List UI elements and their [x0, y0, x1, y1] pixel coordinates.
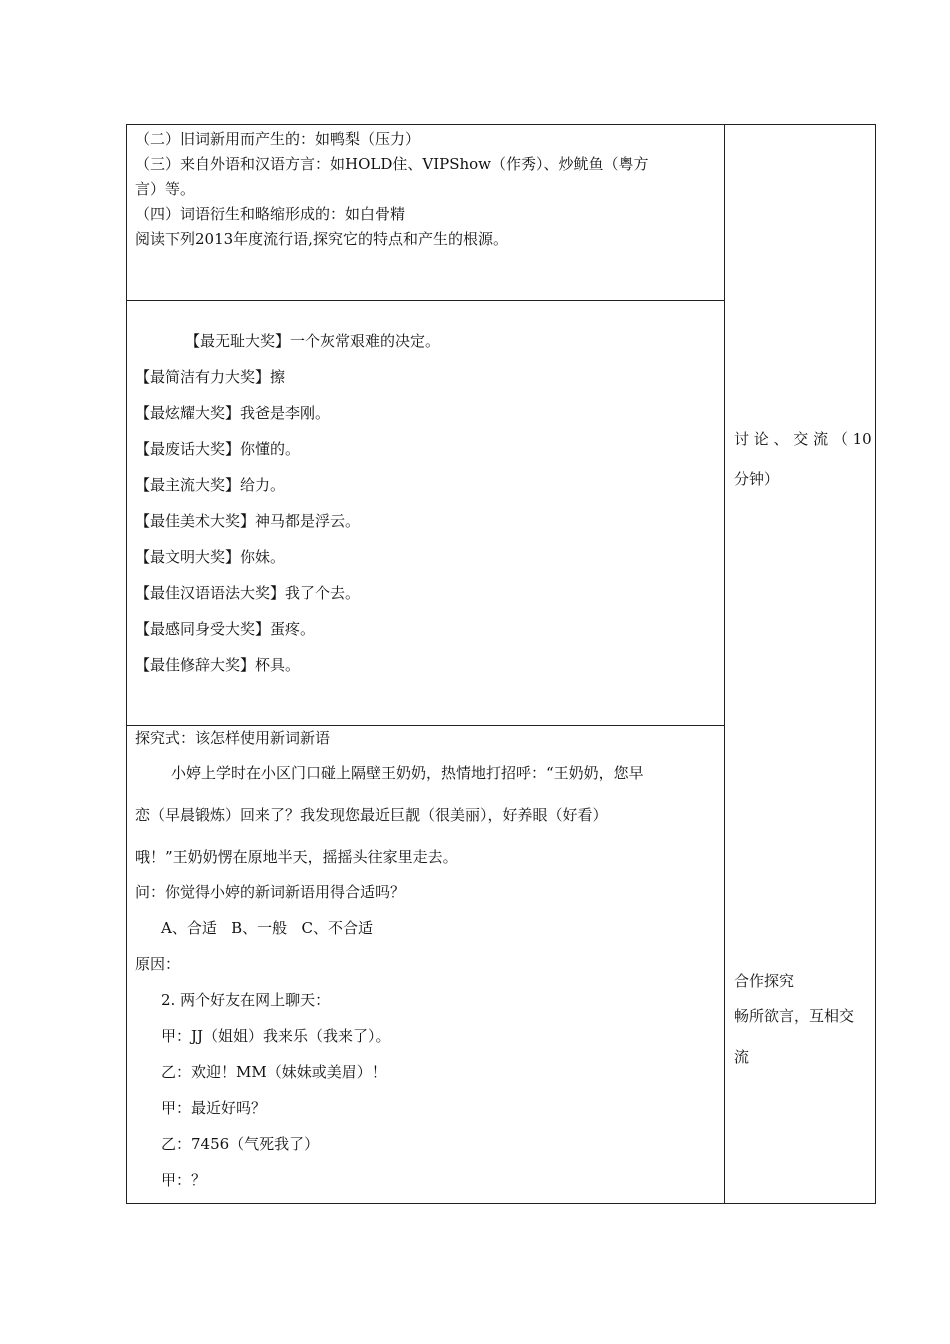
reading-instruction: 阅读下列2013年度流行语,探究它的特点和产生的根源。 — [135, 230, 508, 248]
answer-options: A、合适 B、一般 C、不合适 — [161, 919, 373, 937]
chat-intro: 2. 两个好友在网上聊天： — [161, 991, 331, 1009]
section-new-word-sources — [127, 125, 724, 300]
section-usage-inquiry — [127, 726, 724, 1203]
story-paragraph-line: 小婷上学时在小区门口碰上隔壁王奶奶，热情地打招呼：“王奶奶，您早 — [171, 764, 644, 782]
story-paragraph-line: 恋（早晨锻炼）回来了？我发现您最近巨靓（很美丽），好养眼（好看） — [135, 806, 608, 824]
chat-line: 乙：7456（气死我了） — [161, 1135, 320, 1153]
section-buzzword-awards — [127, 301, 724, 725]
award-item: 【最主流大奖】给力。 — [135, 476, 286, 494]
chat-line: 甲：？ — [161, 1171, 207, 1189]
award-item: 【最感同身受大奖】蛋疼。 — [135, 620, 316, 638]
chat-line: 乙：欢迎！MM（妹妹或美眉）！ — [161, 1063, 387, 1081]
inquiry-heading: 探究式：该怎样使用新词新语 — [135, 729, 331, 747]
source-line-3: （三）来自外语和汉语方言：如HOLD住、VIPShow（作秀）、炒鱿鱼（粤方 — [135, 155, 649, 173]
source-line-3-cont: 言）等。 — [135, 180, 196, 198]
chat-line: 甲：最近好吗？ — [161, 1099, 267, 1117]
question-text: 问：你觉得小婷的新词新语用得合适吗？ — [135, 883, 406, 901]
cooperation-note: 畅所欲言，互相交 — [734, 1007, 855, 1025]
activity-notes-column — [725, 125, 875, 1203]
award-item: 【最佳美术大奖】神马都是浮云。 — [135, 512, 361, 530]
cooperation-note: 流 — [734, 1048, 750, 1066]
award-item: 【最简洁有力大奖】擦 — [135, 368, 286, 386]
discussion-note: 讨 论 、 交 流 （ 10 — [734, 430, 872, 448]
award-item: 【最炫耀大奖】我爸是李刚。 — [135, 404, 331, 422]
chat-line: 甲：JJ（姐姐）我来乐（我来了）。 — [161, 1027, 391, 1045]
source-line-4: （四）词语衍生和略缩形成的：如白骨精 — [135, 205, 406, 223]
lesson-table — [126, 124, 876, 1204]
source-line-2: （二）旧词新用而产生的：如鸭梨（压力） — [135, 130, 421, 148]
award-item: 【最佳修辞大奖】杯具。 — [135, 656, 301, 674]
story-paragraph-line: 哦！”王奶奶愣在原地半天，摇摇头往家里走去。 — [135, 848, 458, 866]
discussion-duration: 分钟） — [734, 470, 780, 488]
award-item: 【最文明大奖】你妹。 — [135, 548, 286, 566]
award-item: 【最无耻大奖】一个灰常艰难的决定。 — [185, 332, 441, 350]
reason-label: 原因： — [135, 955, 181, 973]
cooperation-note: 合作探究 — [734, 972, 795, 990]
award-item: 【最佳汉语语法大奖】我了个去。 — [135, 584, 361, 602]
award-item: 【最废话大奖】你懂的。 — [135, 440, 301, 458]
